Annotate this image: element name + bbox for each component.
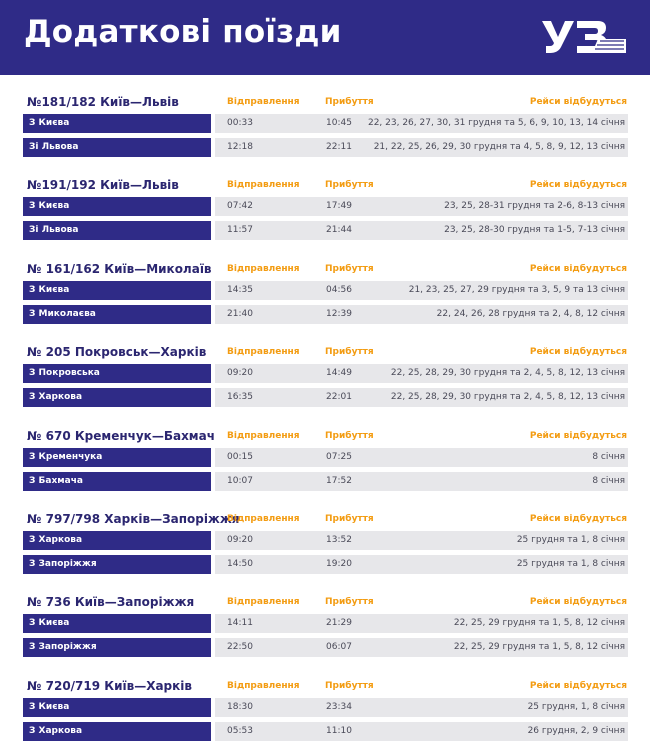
departure-time: 21:40	[227, 309, 253, 319]
arrival-time: 21:29	[326, 618, 352, 628]
travel-days: 23, 25, 28-30 грудня та 1-5, 7-13 січня	[444, 225, 625, 235]
departure-column-label: Відправлення	[227, 681, 300, 691]
days-column-label: Рейси відбудуться	[529, 681, 627, 691]
arrival-column-label: Прибуття	[325, 514, 374, 524]
direction-label: З Києва	[23, 197, 211, 216]
row-details	[215, 221, 628, 240]
departure-column-label: Відправлення	[227, 180, 300, 190]
row-details	[215, 614, 628, 633]
direction-label: З Миколаєва	[23, 305, 211, 324]
table-row	[0, 197, 650, 216]
row-details	[215, 114, 628, 133]
train-name: № 720/719 Київ—Харків	[27, 679, 192, 693]
travel-days: 25 грудня, 1, 8 січня	[527, 702, 625, 712]
row-details	[215, 448, 628, 467]
arrival-time: 04:56	[326, 285, 352, 295]
table-row	[0, 221, 650, 240]
train-section	[0, 592, 650, 672]
direction-label: Зі Львова	[23, 138, 211, 157]
train-section	[0, 175, 650, 255]
train-section-header	[0, 92, 650, 112]
table-row	[0, 638, 650, 657]
table-row	[0, 364, 650, 383]
days-column-label: Рейси відбудуться	[529, 264, 627, 274]
departure-column-label: Відправлення	[227, 347, 300, 357]
departure-time: 07:42	[227, 201, 253, 211]
row-details	[215, 388, 628, 407]
row-details	[215, 281, 628, 300]
days-column-label: Рейси відбудуться	[529, 180, 627, 190]
row-details	[215, 305, 628, 324]
table-row	[0, 614, 650, 633]
row-details	[215, 138, 628, 157]
direction-label: З Кременчука	[23, 448, 211, 467]
arrival-time: 13:52	[326, 535, 352, 545]
row-details	[215, 638, 628, 657]
row-details	[215, 472, 628, 491]
arrival-column-label: Прибуття	[325, 180, 374, 190]
direction-label: З Києва	[23, 114, 211, 133]
train-section	[0, 676, 650, 756]
direction-label: З Харкова	[23, 388, 211, 407]
travel-days: 22, 24, 26, 28 грудня та 2, 4, 8, 12 січня	[436, 309, 625, 319]
direction-label: З Харкова	[23, 722, 211, 741]
train-section-header	[0, 342, 650, 362]
days-column-label: Рейси відбудуться	[529, 597, 627, 607]
train-section-header	[0, 259, 650, 279]
row-details	[215, 364, 628, 383]
arrival-time: 23:34	[326, 702, 352, 712]
arrival-column-label: Прибуття	[325, 264, 374, 274]
arrival-time: 17:49	[326, 201, 352, 211]
arrival-time: 06:07	[326, 642, 352, 652]
train-name: № 797/798 Харків—Запоріжжя	[27, 512, 240, 526]
departure-column-label: Відправлення	[227, 264, 300, 274]
arrival-time: 11:10	[326, 726, 352, 736]
train-section-header	[0, 175, 650, 195]
travel-days: 22, 25, 28, 29, 30 грудня та 2, 4, 5, 8, 12, 13 січня	[390, 392, 625, 402]
departure-time: 14:35	[227, 285, 253, 295]
days-column-label: Рейси відбудуться	[529, 431, 627, 441]
train-section-header	[0, 676, 650, 696]
page-header	[0, 0, 650, 75]
table-row	[0, 388, 650, 407]
arrival-time: 22:01	[326, 392, 352, 402]
direction-label: З Києва	[23, 698, 211, 717]
departure-time: 09:20	[227, 535, 253, 545]
arrival-column-label: Прибуття	[325, 431, 374, 441]
departure-time: 12:18	[227, 142, 253, 152]
departure-column-label: Відправлення	[227, 514, 300, 524]
table-row	[0, 448, 650, 467]
arrival-time: 12:39	[326, 309, 352, 319]
row-details	[215, 197, 628, 216]
travel-days: 25 грудня та 1, 8 січня	[516, 559, 625, 569]
arrival-time: 19:20	[326, 559, 352, 569]
direction-label: З Бахмача	[23, 472, 211, 491]
direction-label: З Харкова	[23, 531, 211, 550]
train-name: № 670 Кременчук—Бахмач	[27, 429, 215, 443]
arrival-time: 17:52	[326, 476, 352, 486]
arrival-time: 10:45	[326, 118, 352, 128]
travel-days: 21, 22, 25, 26, 29, 30 грудня та 4, 5, 8, 9, 12, 13 січня	[373, 142, 625, 152]
row-details	[215, 722, 628, 741]
arrival-time: 14:49	[326, 368, 352, 378]
travel-days: 26 грудня, 2, 9 січня	[527, 726, 625, 736]
train-section-header	[0, 426, 650, 446]
arrival-time: 22:11	[326, 142, 352, 152]
table-row	[0, 531, 650, 550]
departure-time: 11:57	[227, 225, 253, 235]
travel-days: 22, 25, 28, 29, 30 грудня та 2, 4, 5, 8, 12, 13 січня	[390, 368, 625, 378]
departure-time: 18:30	[227, 702, 253, 712]
direction-label: З Києва	[23, 614, 211, 633]
departure-column-label: Відправлення	[227, 97, 300, 107]
arrival-column-label: Прибуття	[325, 347, 374, 357]
table-row	[0, 698, 650, 717]
row-details	[215, 531, 628, 550]
departure-time: 05:53	[227, 726, 253, 736]
direction-label: З Запоріжжя	[23, 555, 211, 574]
direction-label: Зі Львова	[23, 221, 211, 240]
travel-days: 8 січня	[592, 452, 625, 462]
departure-time: 09:20	[227, 368, 253, 378]
train-section	[0, 509, 650, 589]
train-section	[0, 342, 650, 422]
train-section	[0, 259, 650, 339]
train-name: № 205 Покровськ—Харків	[27, 345, 207, 359]
departure-time: 00:33	[227, 118, 253, 128]
days-column-label: Рейси відбудуться	[529, 347, 627, 357]
travel-days: 8 січня	[592, 476, 625, 486]
train-section	[0, 426, 650, 506]
direction-label: З Києва	[23, 281, 211, 300]
table-row	[0, 138, 650, 157]
departure-column-label: Відправлення	[227, 431, 300, 441]
direction-label: З Покровська	[23, 364, 211, 383]
direction-label: З Запоріжжя	[23, 638, 211, 657]
departure-time: 10:07	[227, 476, 253, 486]
train-section-header	[0, 592, 650, 612]
train-name: №191/192 Київ—Львів	[27, 178, 179, 192]
table-row	[0, 305, 650, 324]
train-name: №181/182 Київ—Львів	[27, 95, 179, 109]
table-row	[0, 114, 650, 133]
travel-days: 21, 23, 25, 27, 29 грудня та 3, 5, 9 та 13 січня	[408, 285, 625, 295]
table-row	[0, 555, 650, 574]
departure-time: 14:50	[227, 559, 253, 569]
row-details	[215, 555, 628, 574]
days-column-label: Рейси відбудуться	[529, 514, 627, 524]
arrival-column-label: Прибуття	[325, 97, 374, 107]
train-name: № 736 Київ—Запоріжжя	[27, 595, 195, 609]
departure-time: 14:11	[227, 618, 253, 628]
train-section-header	[0, 509, 650, 529]
departure-column-label: Відправлення	[227, 597, 300, 607]
page-title: Додаткові поїзди	[24, 14, 342, 50]
uz-logo-icon	[540, 17, 628, 57]
table-row	[0, 281, 650, 300]
table-row	[0, 472, 650, 491]
travel-days: 22, 25, 29 грудня та 1, 5, 8, 12 січня	[453, 618, 625, 628]
table-row	[0, 722, 650, 741]
travel-days: 22, 23, 26, 27, 30, 31 грудня та 5, 6, 9, 10, 13, 14 січня	[367, 118, 625, 128]
row-details	[215, 698, 628, 717]
travel-days: 25 грудня та 1, 8 січня	[516, 535, 625, 545]
arrival-time: 21:44	[326, 225, 352, 235]
departure-time: 00:15	[227, 452, 253, 462]
days-column-label: Рейси відбудуться	[529, 97, 627, 107]
departure-time: 22:50	[227, 642, 253, 652]
travel-days: 22, 25, 29 грудня та 1, 5, 8, 12 січня	[453, 642, 625, 652]
departure-time: 16:35	[227, 392, 253, 402]
arrival-column-label: Прибуття	[325, 597, 374, 607]
train-section	[0, 92, 650, 172]
arrival-column-label: Прибуття	[325, 681, 374, 691]
travel-days: 23, 25, 28-31 грудня та 2-6, 8-13 січня	[444, 201, 625, 211]
arrival-time: 07:25	[326, 452, 352, 462]
train-name: № 161/162 Київ—Миколаїв	[27, 262, 212, 276]
